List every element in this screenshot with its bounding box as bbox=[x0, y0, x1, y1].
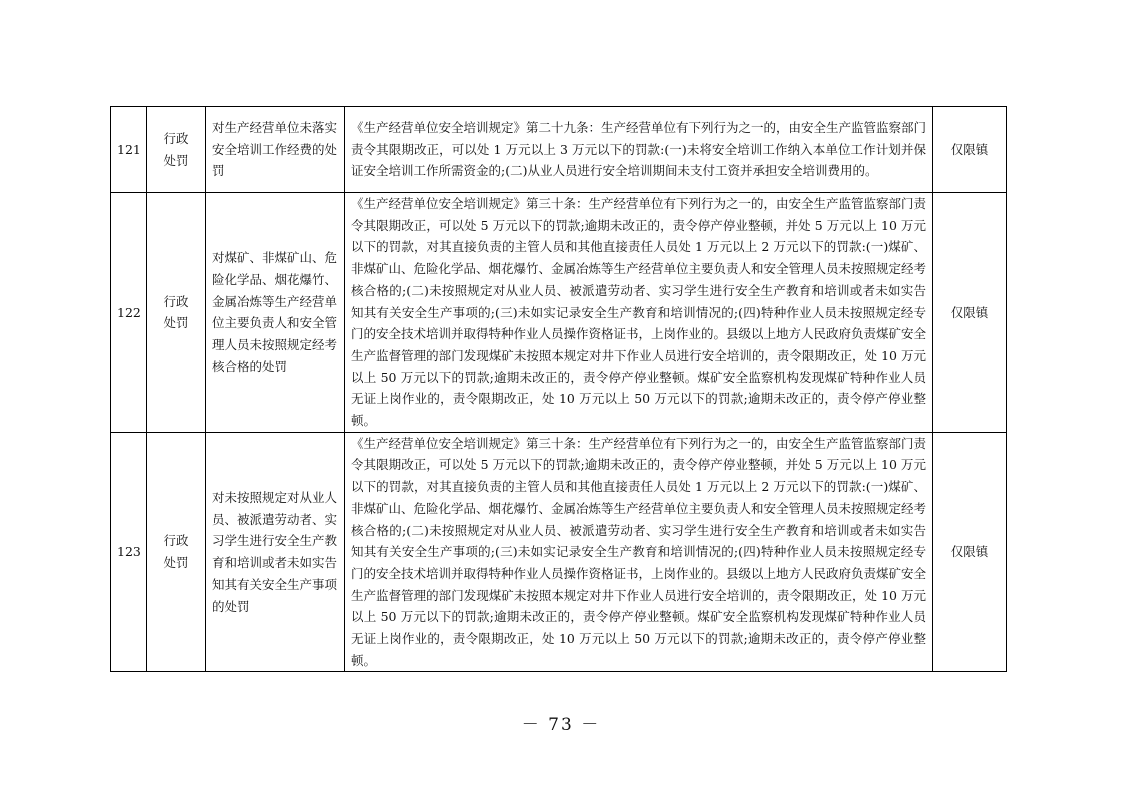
penalty-type-line: 行政 bbox=[163, 293, 189, 309]
penalty-item: 对未按照规定对从业人员、被派遣劳动者、实习学生进行安全生产教育和培训或者未如实告知其有关安全生产事项的处罚 bbox=[206, 432, 345, 672]
penalty-type bbox=[147, 432, 206, 672]
penalty-type bbox=[147, 193, 206, 433]
row-number: 123 bbox=[111, 432, 147, 672]
legal-basis: 《生产经营单位安全培训规定》第三十条：生产经营单位有下列行为之一的，由安全生产监管监察部门责令其限期改正，可以处 5 万元以下的罚款;逾期未改正的，责令停产停业整顿，并处 5 万元以上 10 万元以下的罚款，对其直接负责的主管人员和其他直接责任人员处 1 万元以上 2 万元以下的罚款:(一)煤矿、非煤矿山、危险化学品、烟花爆竹、金属冶炼等生产经营单位主要负责人和安全管理人员未按照规定经考核合格的;(二)未按照规定对从业人员、被派遣劳动者、实习学生进行安全生产教育和培训或者未如实告知其有关安全生产事项的;(三)未如实记录安全生产教育和培训情况的;(四)特种作业人员未按照规定经专门的安全技术培训并取得特种作业人员操作资格证书，上岗作业的。县级以上地方人民政府负责煤矿安全生产监督管理的部门发现煤矿未按照本规定对井下作业人员进行安全培训的，责令限期改正，处 10 万元以上 50 万元以下的罚款;逾期未改正的，责令停产停业整顿。煤矿安全监察机构发现煤矿特种作业人员无证上岗作业的，责令限期改正，处 10 万元以上 50 万元以下的罚款;逾期未改正的，责令停产停业整顿。 bbox=[345, 193, 933, 433]
table-row bbox=[111, 432, 1007, 672]
penalty-table-container bbox=[110, 106, 1007, 672]
penalty-type bbox=[147, 107, 206, 193]
jurisdiction-scope: 仅限镇 bbox=[933, 193, 1007, 433]
table-row bbox=[111, 107, 1007, 193]
penalty-type-line: 处罚 bbox=[163, 315, 189, 331]
legal-basis: 《生产经营单位安全培训规定》第二十九条：生产经营单位有下列行为之一的，由安全生产监管监察部门责令其限期改正，可以处 1 万元以上 3 万元以下的罚款:(一)未将安全培训工作纳入本单位工作计划并保证安全培训工作所需资金的;(二)从业人员进行安全培训期间未支付工资并承担安全培训费用的。 bbox=[345, 107, 933, 193]
penalty-item: 对生产经营单位未落实安全培训工作经费的处罚 bbox=[206, 107, 345, 193]
penalty-type-line: 行政 bbox=[163, 130, 189, 146]
penalty-type-line: 处罚 bbox=[163, 555, 189, 571]
penalty-type-line: 行政 bbox=[163, 533, 189, 549]
page-number: － 73 － bbox=[521, 715, 601, 735]
legal-basis: 《生产经营单位安全培训规定》第三十条：生产经营单位有下列行为之一的，由安全生产监管监察部门责令其限期改正，可以处 5 万元以下的罚款;逾期未改正的，责令停产停业整顿，并处 5 万元以上 10 万元以下的罚款，对其直接负责的主管人员和其他直接责任人员处 1 万元以上 2 万元以下的罚款:(一)煤矿、非煤矿山、危险化学品、烟花爆竹、金属冶炼等生产经营单位主要负责人和安全管理人员未按照规定经考核合格的;(二)未按照规定对从业人员、被派遣劳动者、实习学生进行安全生产教育和培训或者未如实告知其有关安全生产事项的;(三)未如实记录安全生产教育和培训情况的;(四)特种作业人员未按照规定经专门的安全技术培训并取得特种作业人员操作资格证书，上岗作业的。县级以上地方人民政府负责煤矿安全生产监督管理的部门发现煤矿未按照本规定对井下作业人员进行安全培训的，责令限期改正，处 10 万元以上 50 万元以下的罚款;逾期未改正的，责令停产停业整顿。煤矿安全监察机构发现煤矿特种作业人员无证上岗作业的，责令限期改正，处 10 万元以上 50 万元以下的罚款;逾期未改正的，责令停产停业整顿。 bbox=[345, 432, 933, 672]
jurisdiction-scope: 仅限镇 bbox=[933, 107, 1007, 193]
row-number: 121 bbox=[111, 107, 147, 193]
row-number: 122 bbox=[111, 193, 147, 433]
penalty-type-line: 处罚 bbox=[163, 152, 189, 168]
penalty-table bbox=[110, 106, 1007, 672]
jurisdiction-scope: 仅限镇 bbox=[933, 432, 1007, 672]
penalty-item: 对煤矿、非煤矿山、危险化学品、烟花爆竹、金属冶炼等生产经营单位主要负责人和安全管理人员未按照规定经考核合格的处罚 bbox=[206, 193, 345, 433]
table-row bbox=[111, 193, 1007, 433]
